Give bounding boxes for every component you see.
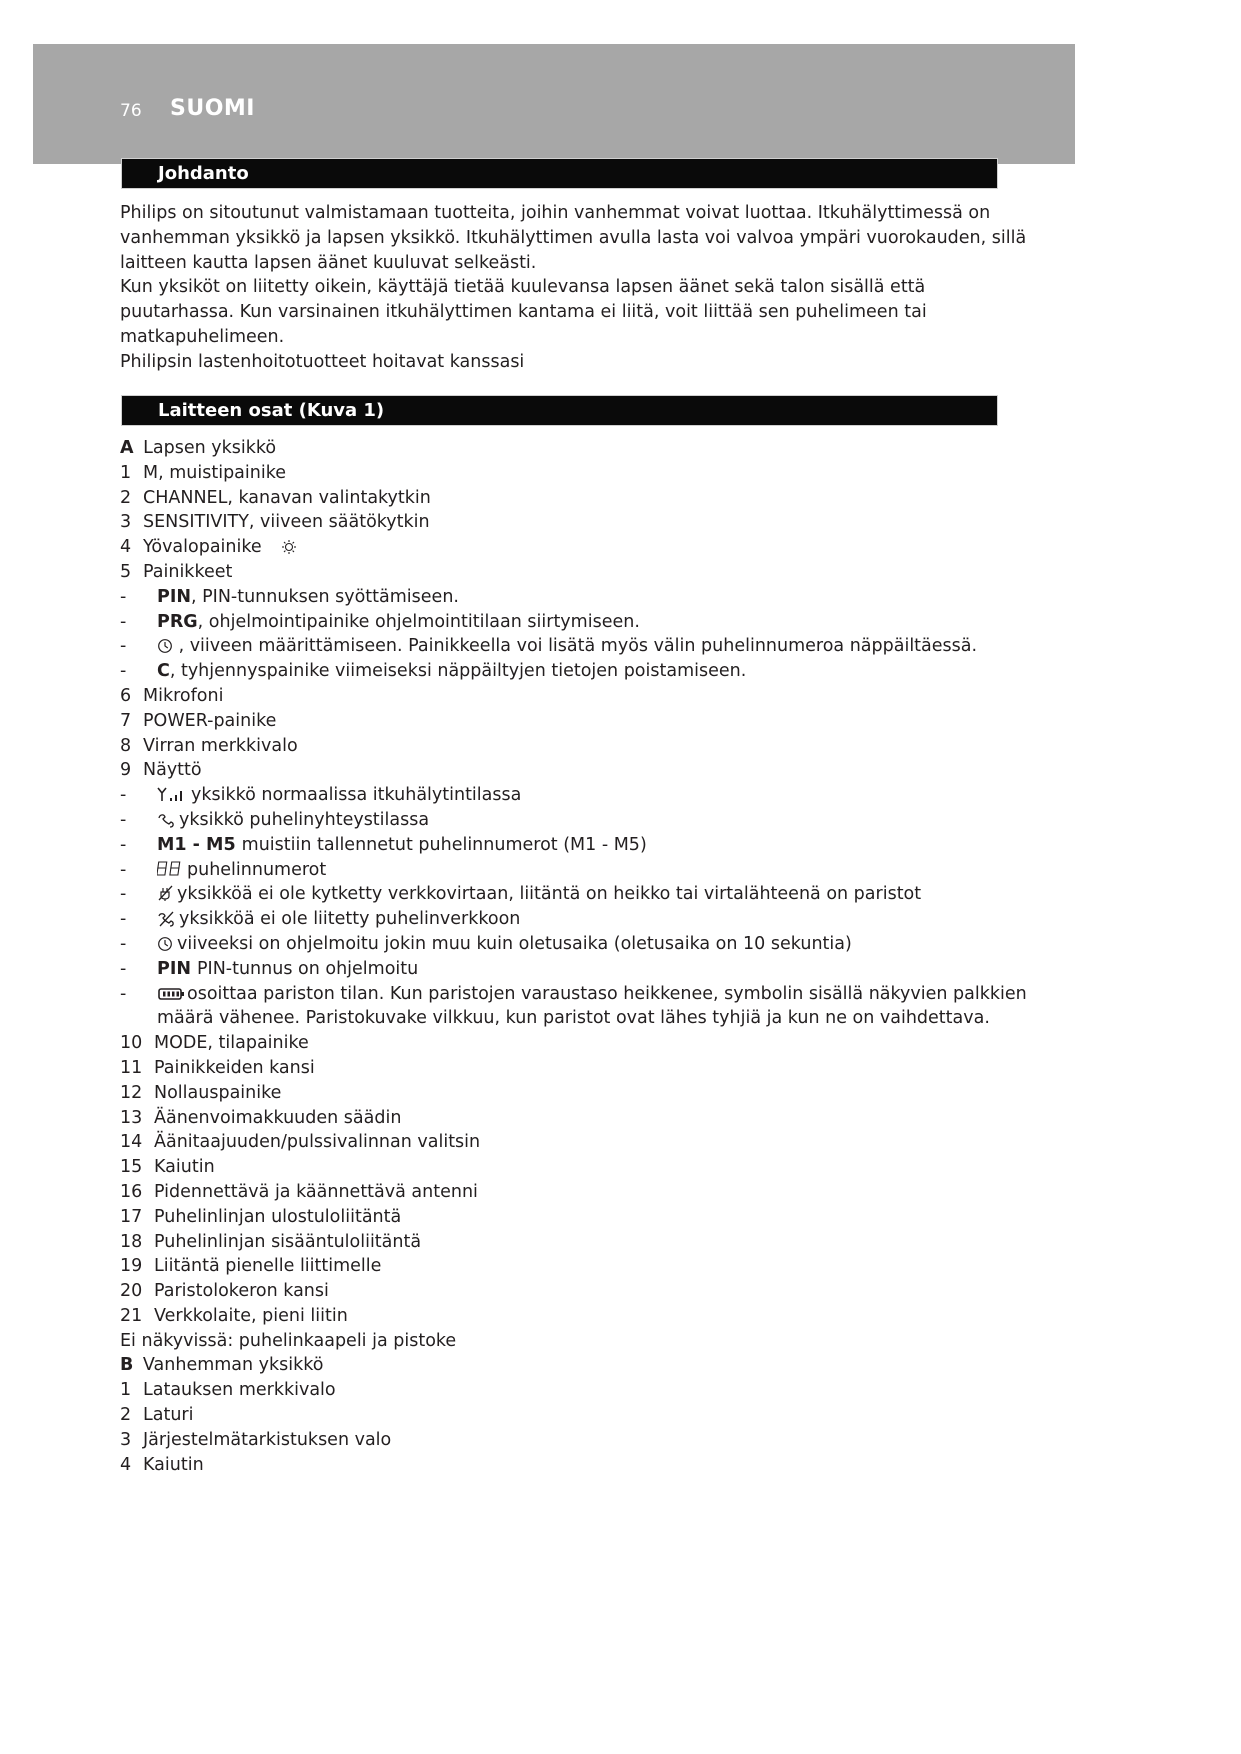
intro-line: Philips on sitoutunut valmistamaan tuotteita, joihin vanhemmat voivat luottaa. Itkuhälyttimessä on — [120, 203, 991, 223]
sub-item-timer-button — [120, 634, 1020, 659]
list-item — [120, 1279, 1020, 1304]
item-lead: M1 - M5 — [157, 834, 236, 855]
not-visible-note: Ei näkyvissä: puhelinkaapeli ja pistoke — [120, 1330, 457, 1351]
item-text: SENSITIVITY, viiveen säätökytkin — [143, 512, 430, 533]
item-number: 17 — [120, 1206, 143, 1227]
bullet-dash: - — [120, 586, 127, 607]
item-text: muistiin tallennetut puhelinnumerot (M1 - M5) — [241, 834, 647, 855]
item-number: 6 — [120, 685, 132, 706]
unit-heading-a — [120, 436, 1020, 461]
item-text: , PIN-tunnuksen syöttämiseen. — [190, 586, 459, 607]
item-number: 15 — [120, 1157, 143, 1178]
item-text: Nollauspainike — [154, 1082, 282, 1103]
sub-item-pin-button — [120, 585, 1020, 610]
bullet-dash: - — [120, 859, 127, 880]
item-text: Kaiutin — [154, 1157, 215, 1178]
list-item — [120, 709, 1020, 734]
unit-label: Lapsen yksikkö — [143, 438, 277, 458]
list-item — [120, 560, 1020, 585]
item-number: 4 — [120, 1454, 132, 1475]
display-item-no-phone-line — [120, 907, 1020, 932]
item-text: Kaiutin — [143, 1454, 204, 1475]
intro-paragraph — [120, 201, 1027, 375]
item-text: puhelinnumerot — [187, 859, 327, 880]
item-text: Järjestelmätarkistuksen valo — [143, 1429, 392, 1450]
item-text: Painikkeet — [143, 561, 233, 582]
item-text: yksikkö normaalissa itkuhälytintilassa — [191, 785, 522, 806]
item-lead: PRG — [157, 611, 198, 632]
list-item — [120, 1230, 1020, 1255]
item-text: Latauksen merkkivalo — [143, 1380, 336, 1401]
phone-link-icon — [157, 812, 179, 828]
item-lead: PIN — [157, 958, 191, 979]
bullet-dash: - — [120, 958, 127, 979]
item-number: 2 — [120, 1405, 132, 1426]
item-text: , tyhjennyspainike viimeiseksi näppäiltyjen tietojen poistamiseen. — [169, 661, 747, 682]
item-text: Painikkeiden kansi — [154, 1057, 315, 1078]
list-item — [120, 1056, 1020, 1081]
item-text: osoittaa pariston tilan. Kun paristojen varaustaso heikkenee, symbolin sisällä näkyvien palkkien — [187, 983, 1027, 1004]
list-item — [120, 1130, 1020, 1155]
item-number: 3 — [120, 512, 132, 533]
item-text: Yövalopainike — [143, 537, 262, 558]
item-number: 8 — [120, 735, 132, 756]
display-item-no-mains — [120, 882, 1020, 907]
item-text: Äänitaajuuden/pulssivalinnan valitsin — [154, 1132, 481, 1153]
intro-line: laitteen kautta lapsen äänet kuuluvat selkeästi. — [120, 252, 537, 273]
bullet-dash: - — [120, 661, 127, 682]
item-number: 7 — [120, 710, 132, 731]
item-number: 3 — [120, 1429, 132, 1450]
item-text: yksikköä ei ole liitetty puhelinverkkoon — [179, 909, 521, 930]
list-item — [120, 510, 1020, 535]
item-text: , ohjelmointipainike ohjelmointitilaan siirtymiseen. — [197, 611, 640, 632]
list-item — [120, 1205, 1020, 1230]
item-text: CHANNEL, kanavan valintakytkin — [143, 487, 431, 508]
bullet-dash: - — [120, 611, 127, 632]
language-label: SUOMI — [170, 96, 255, 121]
display-item-phone-link — [120, 808, 1020, 833]
night-light-icon — [281, 539, 297, 555]
bullet-dash: - — [120, 636, 127, 657]
item-number: 18 — [120, 1231, 143, 1252]
item-text: viiveeksi on ohjelmoitu jokin muu kuin oletusaika (oletusaika on 10 sekuntia) — [177, 933, 852, 954]
section-bar-parts — [121, 395, 998, 426]
bullet-dash: - — [120, 983, 127, 1004]
no-phone-line-icon — [157, 911, 179, 927]
list-item — [120, 734, 1020, 759]
item-number: 12 — [120, 1082, 143, 1103]
timer-icon — [157, 936, 177, 952]
list-item — [120, 535, 1020, 560]
item-number: 5 — [120, 561, 132, 582]
intro-line: vanhemman yksikkö ja lapsen yksikkö. Itkuhälyttimen avulla lasta voi valvoa ympäri vuorokauden, sillä — [120, 227, 1027, 248]
item-text: yksikköä ei ole kytketty verkkovirtaan, liitäntä on heikko tai virtalähteenä on paristot — [177, 884, 922, 905]
list-item — [120, 1453, 1020, 1478]
list-item — [120, 1031, 1020, 1056]
unit-letter: A — [120, 438, 134, 458]
display-item-battery-continuation: määrä vähenee. Paristokuvake vilkkuu, kun paristot ovat lähes tyhjiä ja kun ne on vaihdettava. — [157, 1008, 990, 1029]
display-item-timer — [120, 932, 1020, 957]
timer-icon — [157, 638, 173, 654]
item-text: Virran merkkivalo — [143, 735, 298, 756]
section-bar-intro — [121, 158, 998, 189]
display-item-memory — [120, 833, 1020, 858]
item-text: Mikrofoni — [143, 685, 224, 706]
list-item — [120, 1180, 1020, 1205]
item-number: 10 — [120, 1033, 143, 1054]
item-number: 1 — [120, 462, 132, 483]
item-text: MODE, tilapainike — [154, 1033, 309, 1054]
item-text: Laturi — [143, 1405, 194, 1426]
no-mains-icon — [157, 884, 177, 902]
item-number: 19 — [120, 1256, 143, 1277]
unit-label: Vanhemman yksikkö — [142, 1355, 324, 1376]
item-lead: PIN — [157, 586, 191, 607]
intro-line: Kun yksiköt on liitetty oikein, käyttäjä tietää kuulevansa lapsen äänet sekä talon sisällä että — [120, 277, 926, 298]
bullet-dash: - — [120, 809, 127, 830]
item-number: 20 — [120, 1281, 143, 1302]
item-text: yksikkö puhelinyhteystilassa — [179, 809, 430, 830]
section-title-intro: Johdanto — [158, 163, 249, 184]
display-item-signal — [120, 783, 1020, 808]
page-number: 76 — [120, 101, 142, 121]
item-number: 13 — [120, 1107, 143, 1128]
display-item-battery — [120, 982, 1027, 1007]
intro-line: puutarhassa. Kun varsinainen itkuhälyttimen kantama ei liitä, voit liittää sen puhelimeen tai — [120, 302, 927, 323]
parts-list — [120, 436, 1027, 1477]
bullet-dash: - — [120, 884, 127, 905]
bullet-dash: - — [120, 834, 127, 855]
item-text: Äänenvoimakkuuden säädin — [154, 1107, 402, 1128]
list-item — [120, 1106, 1020, 1131]
item-number: 4 — [120, 537, 132, 558]
list-item — [120, 461, 1020, 486]
intro-line: matkapuhelimeen. — [120, 326, 285, 347]
item-number: 9 — [120, 760, 132, 781]
item-number: 16 — [120, 1181, 143, 1202]
item-text: Puhelinlinjan ulostuloliitäntä — [154, 1206, 402, 1227]
signal-icon — [157, 785, 191, 803]
sub-item-prg-button — [120, 610, 1020, 635]
item-text: Liitäntä pienelle liittimelle — [154, 1256, 382, 1277]
item-text: Paristolokeron kansi — [154, 1281, 329, 1302]
item-number: 14 — [120, 1132, 143, 1153]
intro-line: Philipsin lastenhoitotuotteet hoitavat kanssasi — [120, 351, 525, 372]
item-number: 1 — [120, 1380, 132, 1401]
sub-item-clear-button — [120, 659, 1020, 684]
list-item — [120, 1155, 1020, 1180]
item-text: Verkkolaite, pieni liitin — [154, 1305, 348, 1326]
item-text: POWER-painike — [143, 710, 277, 731]
display-item-digits — [120, 858, 1020, 883]
bullet-dash: - — [120, 785, 127, 806]
item-text: Näyttö — [143, 760, 202, 781]
unit-heading-b — [120, 1353, 1020, 1378]
battery-icon — [157, 986, 187, 1002]
item-text: , viiveen määrittämiseen. Painikkeella voi lisätä myös välin puhelinnumeroa näppäiltäessä. — [173, 636, 978, 657]
list-item — [120, 1304, 1020, 1329]
digits-icon — [157, 860, 187, 878]
bullet-dash: - — [120, 909, 127, 930]
item-lead: C — [157, 661, 170, 682]
unit-letter: B — [120, 1355, 134, 1376]
item-text: Pidennettävä ja käännettävä antenni — [154, 1181, 478, 1202]
item-number: 2 — [120, 487, 132, 508]
item-text: Puhelinlinjan sisääntuloliitäntä — [154, 1231, 422, 1252]
item-text: M, muistipainike — [143, 462, 286, 483]
item-text: PIN-tunnus on ohjelmoitu — [196, 958, 419, 979]
item-number: 11 — [120, 1057, 143, 1078]
list-item — [120, 758, 1020, 783]
list-item — [120, 1081, 1020, 1106]
list-item — [120, 1403, 1020, 1428]
list-item — [120, 684, 1020, 709]
list-item — [120, 1254, 1020, 1279]
list-item — [120, 486, 1020, 511]
bullet-dash: - — [120, 933, 127, 954]
list-item — [120, 1428, 1020, 1453]
display-item-pin — [120, 957, 1020, 982]
item-number: 21 — [120, 1305, 143, 1326]
list-item — [120, 1378, 1020, 1403]
section-title-parts: Laitteen osat (Kuva 1) — [158, 400, 385, 421]
